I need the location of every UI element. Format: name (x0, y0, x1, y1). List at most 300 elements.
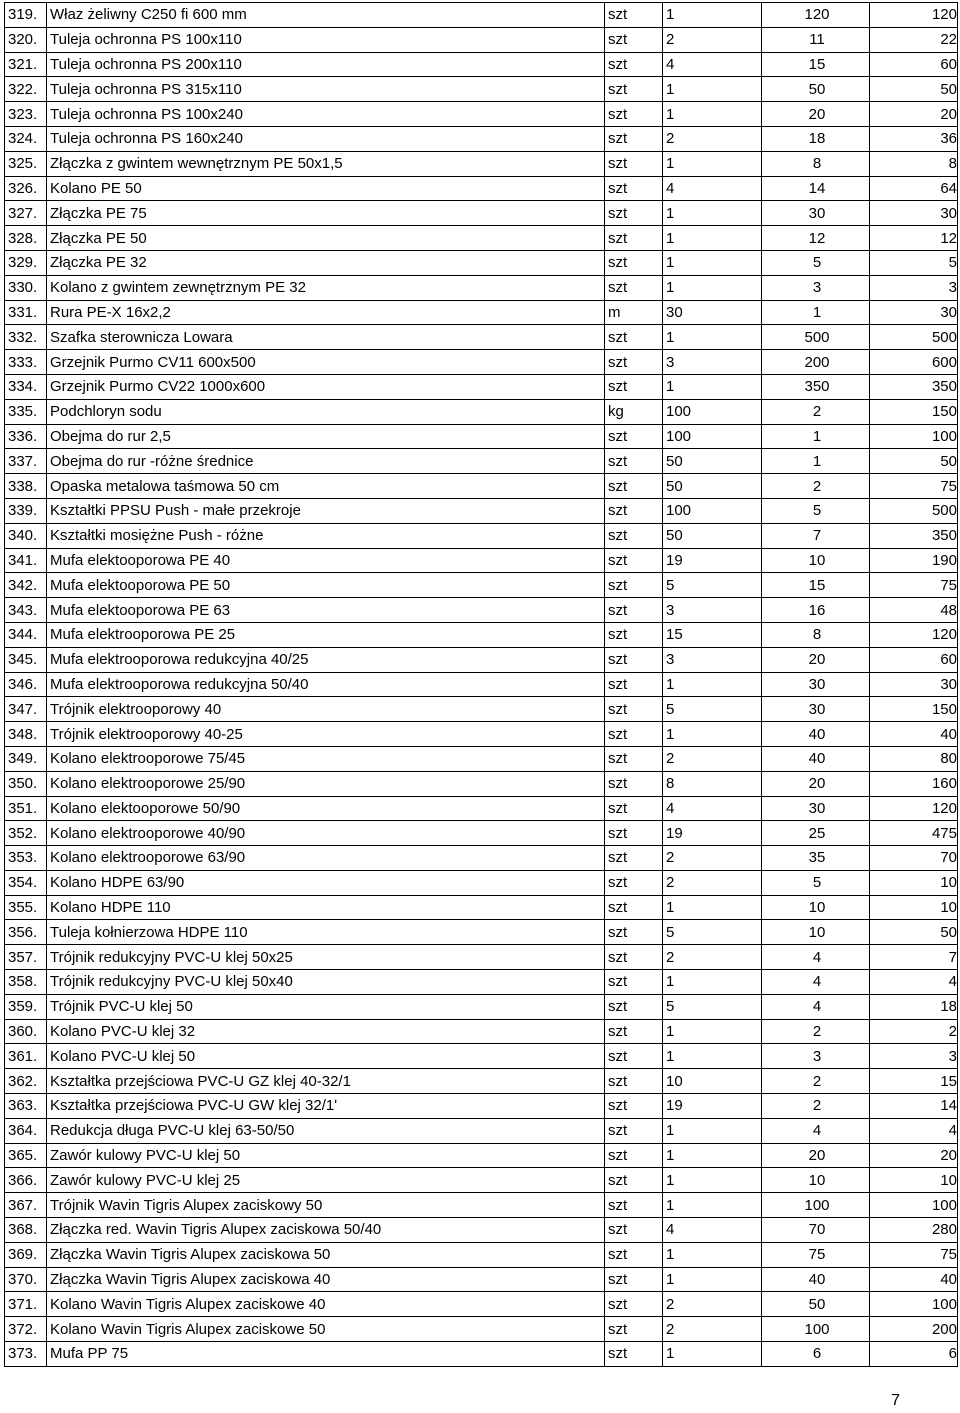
total-value-cell: 120 (870, 622, 958, 647)
row-number-cell: 351. (5, 796, 47, 821)
table-row (5, 846, 958, 871)
quantity-cell: 1 (663, 250, 762, 275)
total-value-cell: 3 (870, 1044, 958, 1069)
item-name-cell: Złączka PE 50 (47, 226, 605, 251)
unit-price-cell: 12 (762, 226, 870, 251)
quantity-cell: 1 (663, 970, 762, 995)
table-row (5, 1317, 958, 1342)
table-row (5, 325, 958, 350)
item-name-cell: Złączka Wavin Tigris Alupex zaciskowa 40 (47, 1267, 605, 1292)
item-name-cell: Kolano elektrooporowe 75/45 (47, 746, 605, 771)
unit-price-cell: 2 (762, 1019, 870, 1044)
unit-price-cell: 40 (762, 1267, 870, 1292)
unit-price-cell: 2 (762, 474, 870, 499)
unit-cell: szt (605, 1168, 663, 1193)
item-name-cell: Tuleja ochronna PS 100x110 (47, 27, 605, 52)
unit-cell: szt (605, 746, 663, 771)
unit-cell: szt (605, 226, 663, 251)
table-row (5, 226, 958, 251)
unit-cell: szt (605, 1193, 663, 1218)
total-value-cell: 36 (870, 126, 958, 151)
table-row (5, 3, 958, 28)
total-value-cell: 75 (870, 474, 958, 499)
table-row (5, 722, 958, 747)
unit-cell: szt (605, 126, 663, 151)
unit-cell: szt (605, 1242, 663, 1267)
unit-price-cell: 30 (762, 697, 870, 722)
table-row (5, 771, 958, 796)
total-value-cell: 500 (870, 498, 958, 523)
table-row (5, 1094, 958, 1119)
table-row (5, 474, 958, 499)
table-row (5, 1168, 958, 1193)
total-value-cell: 475 (870, 821, 958, 846)
item-name-cell: Właz żeliwny C250 fi 600 mm (47, 3, 605, 28)
table-row (5, 399, 958, 424)
unit-cell: szt (605, 1069, 663, 1094)
quantity-cell: 1 (663, 722, 762, 747)
total-value-cell: 4 (870, 970, 958, 995)
row-number-cell: 362. (5, 1069, 47, 1094)
unit-cell: szt (605, 994, 663, 1019)
total-value-cell: 40 (870, 1267, 958, 1292)
unit-price-cell: 2 (762, 1094, 870, 1119)
item-name-cell: Trójnik redukcyjny PVC-U klej 50x25 (47, 945, 605, 970)
unit-cell: szt (605, 449, 663, 474)
quantity-cell: 5 (663, 994, 762, 1019)
row-number-cell: 373. (5, 1342, 47, 1367)
unit-cell: szt (605, 77, 663, 102)
unit-cell: szt (605, 796, 663, 821)
table-row (5, 1242, 958, 1267)
total-value-cell: 50 (870, 449, 958, 474)
table-row (5, 176, 958, 201)
unit-price-cell: 14 (762, 176, 870, 201)
row-number-cell: 329. (5, 250, 47, 275)
table-row (5, 1143, 958, 1168)
unit-price-cell: 120 (762, 3, 870, 28)
table-row (5, 870, 958, 895)
total-value-cell: 40 (870, 722, 958, 747)
item-name-cell: Kolano elektrooporowe 63/90 (47, 846, 605, 871)
unit-cell: szt (605, 250, 663, 275)
table-row (5, 598, 958, 623)
unit-cell: szt (605, 1143, 663, 1168)
row-number-cell: 359. (5, 994, 47, 1019)
quantity-cell: 8 (663, 771, 762, 796)
quantity-cell: 19 (663, 548, 762, 573)
row-number-cell: 350. (5, 771, 47, 796)
table-row (5, 374, 958, 399)
quantity-cell: 1 (663, 226, 762, 251)
unit-price-cell: 35 (762, 846, 870, 871)
quantity-cell: 2 (663, 870, 762, 895)
total-value-cell: 50 (870, 920, 958, 945)
unit-cell: szt (605, 3, 663, 28)
quantity-cell: 5 (663, 573, 762, 598)
item-name-cell: Tuleja ochronna PS 160x240 (47, 126, 605, 151)
unit-cell: szt (605, 1044, 663, 1069)
quantity-cell: 1 (663, 1242, 762, 1267)
total-value-cell: 48 (870, 598, 958, 623)
unit-cell: szt (605, 846, 663, 871)
quantity-cell: 3 (663, 647, 762, 672)
table-row (5, 672, 958, 697)
quantity-cell: 5 (663, 697, 762, 722)
unit-cell: szt (605, 498, 663, 523)
total-value-cell: 280 (870, 1218, 958, 1243)
quantity-cell: 1 (663, 102, 762, 127)
total-value-cell: 120 (870, 3, 958, 28)
table-row (5, 300, 958, 325)
total-value-cell: 18 (870, 994, 958, 1019)
total-value-cell: 6 (870, 1342, 958, 1367)
quantity-cell: 50 (663, 523, 762, 548)
table-row (5, 523, 958, 548)
table-row (5, 27, 958, 52)
table-row (5, 1218, 958, 1243)
total-value-cell: 500 (870, 325, 958, 350)
row-number-cell: 366. (5, 1168, 47, 1193)
quantity-cell: 100 (663, 498, 762, 523)
item-name-cell: Rura PE-X 16x2,2 (47, 300, 605, 325)
table-row (5, 350, 958, 375)
quantity-cell: 50 (663, 449, 762, 474)
table-row (5, 895, 958, 920)
row-number-cell: 319. (5, 3, 47, 28)
quantity-cell: 1 (663, 1019, 762, 1044)
total-value-cell: 150 (870, 697, 958, 722)
table-row (5, 126, 958, 151)
row-number-cell: 355. (5, 895, 47, 920)
item-name-cell: Złączka Wavin Tigris Alupex zaciskowa 50 (47, 1242, 605, 1267)
row-number-cell: 333. (5, 350, 47, 375)
unit-price-cell: 3 (762, 275, 870, 300)
row-number-cell: 324. (5, 126, 47, 151)
item-name-cell: Złączka PE 32 (47, 250, 605, 275)
unit-price-cell: 15 (762, 52, 870, 77)
total-value-cell: 8 (870, 151, 958, 176)
quantity-cell: 1 (663, 77, 762, 102)
unit-cell: m (605, 300, 663, 325)
item-name-cell: Kolano HDPE 110 (47, 895, 605, 920)
row-number-cell: 348. (5, 722, 47, 747)
table-row (5, 920, 958, 945)
total-value-cell: 12 (870, 226, 958, 251)
total-value-cell: 4 (870, 1118, 958, 1143)
item-name-cell: Kształtka przejściowa PVC-U GZ klej 40-32/1 (47, 1069, 605, 1094)
unit-price-cell: 10 (762, 548, 870, 573)
quantity-cell: 1 (663, 1168, 762, 1193)
item-name-cell: Złączka red. Wavin Tigris Alupex zaciskowa 50/40 (47, 1218, 605, 1243)
row-number-cell: 323. (5, 102, 47, 127)
item-name-cell: Kształtka przejściowa PVC-U GW klej 32/1ʹ (47, 1094, 605, 1119)
row-number-cell: 332. (5, 325, 47, 350)
row-number-cell: 369. (5, 1242, 47, 1267)
unit-price-cell: 10 (762, 1168, 870, 1193)
unit-price-cell: 20 (762, 647, 870, 672)
unit-cell: szt (605, 895, 663, 920)
total-value-cell: 100 (870, 424, 958, 449)
unit-price-cell: 20 (762, 1143, 870, 1168)
total-value-cell: 75 (870, 573, 958, 598)
item-name-cell: Szafka sterownicza Lowara (47, 325, 605, 350)
unit-cell: szt (605, 1292, 663, 1317)
quantity-cell: 10 (663, 1069, 762, 1094)
unit-price-cell: 5 (762, 250, 870, 275)
item-name-cell: Mufa elektooporowa PE 63 (47, 598, 605, 623)
unit-cell: szt (605, 598, 663, 623)
unit-price-cell: 4 (762, 1118, 870, 1143)
row-number-cell: 343. (5, 598, 47, 623)
quantity-cell: 1 (663, 275, 762, 300)
unit-price-cell: 5 (762, 498, 870, 523)
row-number-cell: 338. (5, 474, 47, 499)
table-row (5, 1342, 958, 1367)
item-name-cell: Kolano elektrooporowe 40/90 (47, 821, 605, 846)
table-row (5, 1044, 958, 1069)
quantity-cell: 5 (663, 920, 762, 945)
quantity-cell: 1 (663, 895, 762, 920)
item-name-cell: Kolano elektooporowe 50/90 (47, 796, 605, 821)
items-table-body (5, 3, 958, 1367)
unit-cell: szt (605, 821, 663, 846)
unit-price-cell: 10 (762, 895, 870, 920)
unit-price-cell: 350 (762, 374, 870, 399)
row-number-cell: 345. (5, 647, 47, 672)
unit-price-cell: 16 (762, 598, 870, 623)
unit-price-cell: 8 (762, 622, 870, 647)
unit-cell: szt (605, 1218, 663, 1243)
total-value-cell: 3 (870, 275, 958, 300)
table-row (5, 945, 958, 970)
unit-price-cell: 30 (762, 796, 870, 821)
item-name-cell: Kształtki mosiężne Push - różne (47, 523, 605, 548)
row-number-cell: 334. (5, 374, 47, 399)
total-value-cell: 350 (870, 523, 958, 548)
item-name-cell: Mufa elektooporowa PE 50 (47, 573, 605, 598)
row-number-cell: 356. (5, 920, 47, 945)
row-number-cell: 347. (5, 697, 47, 722)
item-name-cell: Kolano PE 50 (47, 176, 605, 201)
unit-price-cell: 75 (762, 1242, 870, 1267)
row-number-cell: 336. (5, 424, 47, 449)
unit-price-cell: 40 (762, 746, 870, 771)
row-number-cell: 328. (5, 226, 47, 251)
total-value-cell: 2 (870, 1019, 958, 1044)
unit-cell: szt (605, 52, 663, 77)
total-value-cell: 20 (870, 102, 958, 127)
row-number-cell: 372. (5, 1317, 47, 1342)
table-row (5, 1069, 958, 1094)
item-name-cell: Tuleja ochronna PS 200x110 (47, 52, 605, 77)
total-value-cell: 75 (870, 1242, 958, 1267)
unit-cell: szt (605, 1118, 663, 1143)
row-number-cell: 349. (5, 746, 47, 771)
total-value-cell: 190 (870, 548, 958, 573)
total-value-cell: 10 (870, 895, 958, 920)
quantity-cell: 1 (663, 325, 762, 350)
unit-price-cell: 1 (762, 424, 870, 449)
item-name-cell: Grzejnik Purmo CV11 600x500 (47, 350, 605, 375)
total-value-cell: 200 (870, 1317, 958, 1342)
table-row (5, 102, 958, 127)
row-number-cell: 352. (5, 821, 47, 846)
quantity-cell: 2 (663, 1317, 762, 1342)
unit-cell: szt (605, 424, 663, 449)
row-number-cell: 335. (5, 399, 47, 424)
unit-price-cell: 40 (762, 722, 870, 747)
item-name-cell: Tuleja kołnierzowa HDPE 110 (47, 920, 605, 945)
table-row (5, 52, 958, 77)
item-name-cell: Kształtki PPSU Push - małe przekroje (47, 498, 605, 523)
quantity-cell: 2 (663, 846, 762, 871)
row-number-cell: 365. (5, 1143, 47, 1168)
item-name-cell: Kolano HDPE 63/90 (47, 870, 605, 895)
unit-cell: szt (605, 672, 663, 697)
item-name-cell: Kolano Wavin Tigris Alupex zaciskowe 50 (47, 1317, 605, 1342)
item-name-cell: Trójnik Wavin Tigris Alupex zaciskowy 50 (47, 1193, 605, 1218)
unit-cell: szt (605, 102, 663, 127)
item-name-cell: Kolano elektrooporowe 25/90 (47, 771, 605, 796)
table-row (5, 449, 958, 474)
row-number-cell: 361. (5, 1044, 47, 1069)
quantity-cell: 1 (663, 1342, 762, 1367)
unit-price-cell: 4 (762, 945, 870, 970)
page-number: 7 (891, 1392, 900, 1409)
quantity-cell: 4 (663, 52, 762, 77)
unit-price-cell: 30 (762, 201, 870, 226)
table-row (5, 746, 958, 771)
unit-price-cell: 30 (762, 672, 870, 697)
unit-cell: kg (605, 399, 663, 424)
row-number-cell: 327. (5, 201, 47, 226)
table-row (5, 1193, 958, 1218)
unit-price-cell: 20 (762, 102, 870, 127)
item-name-cell: Mufa elektooporowa PE 40 (47, 548, 605, 573)
quantity-cell: 19 (663, 821, 762, 846)
table-row (5, 1267, 958, 1292)
table-row (5, 821, 958, 846)
item-name-cell: Złączka PE 75 (47, 201, 605, 226)
unit-cell: szt (605, 350, 663, 375)
quantity-cell: 3 (663, 350, 762, 375)
quantity-cell: 2 (663, 1292, 762, 1317)
total-value-cell: 100 (870, 1292, 958, 1317)
unit-price-cell: 5 (762, 870, 870, 895)
item-name-cell: Mufa elektrooporowa redukcyjna 50/40 (47, 672, 605, 697)
quantity-cell: 15 (663, 622, 762, 647)
unit-cell: szt (605, 573, 663, 598)
table-row (5, 970, 958, 995)
row-number-cell: 358. (5, 970, 47, 995)
total-value-cell: 15 (870, 1069, 958, 1094)
total-value-cell: 22 (870, 27, 958, 52)
row-number-cell: 342. (5, 573, 47, 598)
row-number-cell: 322. (5, 77, 47, 102)
row-number-cell: 339. (5, 498, 47, 523)
item-name-cell: Kolano Wavin Tigris Alupex zaciskowe 40 (47, 1292, 605, 1317)
unit-price-cell: 100 (762, 1317, 870, 1342)
quantity-cell: 1 (663, 201, 762, 226)
quantity-cell: 30 (663, 300, 762, 325)
quantity-cell: 19 (663, 1094, 762, 1119)
item-name-cell: Kolano PVC-U klej 50 (47, 1044, 605, 1069)
table-row (5, 275, 958, 300)
row-number-cell: 346. (5, 672, 47, 697)
row-number-cell: 326. (5, 176, 47, 201)
unit-cell: szt (605, 1342, 663, 1367)
item-name-cell: Złączka z gwintem wewnętrznym PE 50x1,5 (47, 151, 605, 176)
unit-cell: szt (605, 697, 663, 722)
table-row (5, 1292, 958, 1317)
table-row (5, 201, 958, 226)
item-name-cell: Kolano PVC-U klej 32 (47, 1019, 605, 1044)
total-value-cell: 10 (870, 870, 958, 895)
unit-cell: szt (605, 870, 663, 895)
row-number-cell: 330. (5, 275, 47, 300)
row-number-cell: 325. (5, 151, 47, 176)
row-number-cell: 337. (5, 449, 47, 474)
row-number-cell: 321. (5, 52, 47, 77)
unit-price-cell: 11 (762, 27, 870, 52)
row-number-cell: 344. (5, 622, 47, 647)
item-name-cell: Tuleja ochronna PS 315x110 (47, 77, 605, 102)
row-number-cell: 331. (5, 300, 47, 325)
item-name-cell: Opaska metalowa taśmowa 50 cm (47, 474, 605, 499)
quantity-cell: 1 (663, 1143, 762, 1168)
table-row (5, 1019, 958, 1044)
row-number-cell: 367. (5, 1193, 47, 1218)
item-name-cell: Redukcja długa PVC-U klej 63-50/50 (47, 1118, 605, 1143)
unit-cell: szt (605, 1094, 663, 1119)
unit-price-cell: 200 (762, 350, 870, 375)
quantity-cell: 1 (663, 1118, 762, 1143)
total-value-cell: 60 (870, 647, 958, 672)
items-table (4, 2, 958, 1367)
unit-cell: szt (605, 27, 663, 52)
total-value-cell: 5 (870, 250, 958, 275)
item-name-cell: Obejma do rur -różne średnice (47, 449, 605, 474)
unit-price-cell: 3 (762, 1044, 870, 1069)
table-row (5, 697, 958, 722)
quantity-cell: 1 (663, 1267, 762, 1292)
unit-price-cell: 10 (762, 920, 870, 945)
unit-price-cell: 15 (762, 573, 870, 598)
unit-price-cell: 6 (762, 1342, 870, 1367)
item-name-cell: Trójnik PVC-U klej 50 (47, 994, 605, 1019)
quantity-cell: 2 (663, 746, 762, 771)
total-value-cell: 100 (870, 1193, 958, 1218)
total-value-cell: 120 (870, 796, 958, 821)
total-value-cell: 7 (870, 945, 958, 970)
unit-price-cell: 20 (762, 771, 870, 796)
unit-cell: szt (605, 523, 663, 548)
table-row (5, 796, 958, 821)
item-name-cell: Mufa elektrooporowa PE 25 (47, 622, 605, 647)
total-value-cell: 160 (870, 771, 958, 796)
quantity-cell: 100 (663, 399, 762, 424)
unit-price-cell: 70 (762, 1218, 870, 1243)
unit-cell: szt (605, 771, 663, 796)
unit-price-cell: 100 (762, 1193, 870, 1218)
quantity-cell: 2 (663, 27, 762, 52)
quantity-cell: 2 (663, 945, 762, 970)
unit-price-cell: 50 (762, 1292, 870, 1317)
row-number-cell: 364. (5, 1118, 47, 1143)
unit-cell: szt (605, 548, 663, 573)
quantity-cell: 1 (663, 3, 762, 28)
